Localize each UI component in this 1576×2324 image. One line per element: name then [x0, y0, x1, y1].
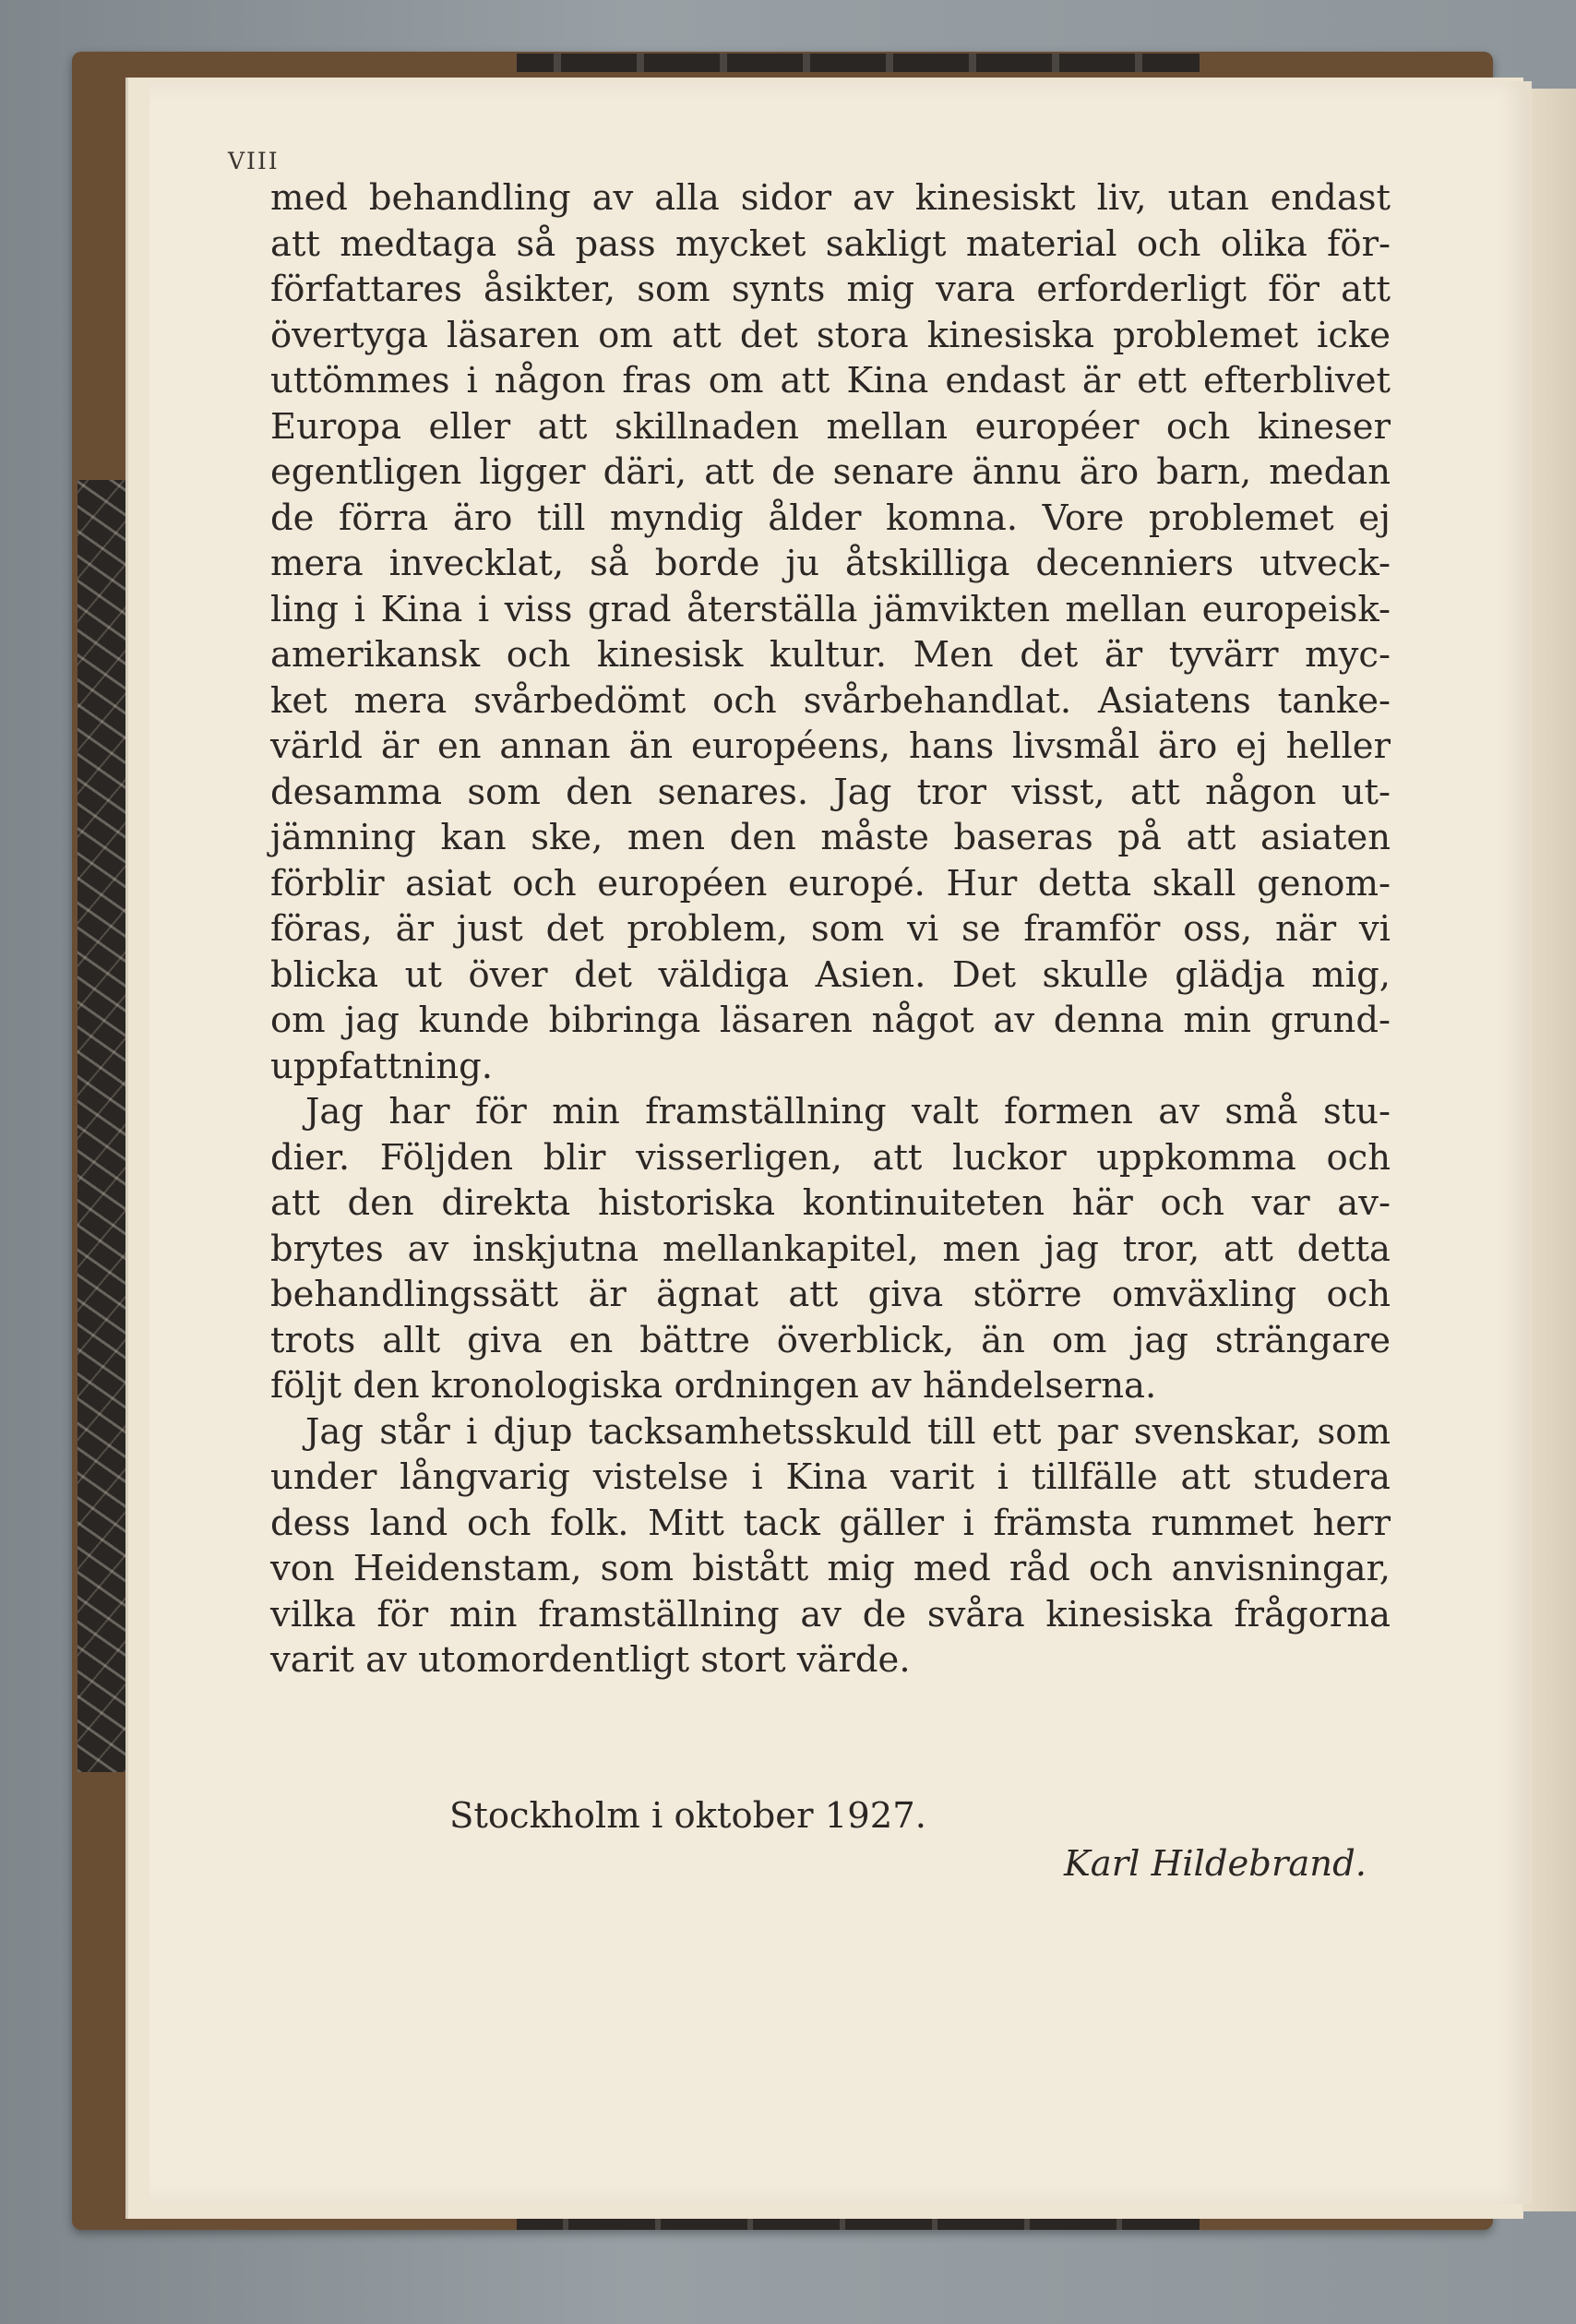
paragraph-3 [270, 1409, 1391, 1683]
text-line: uppfattning. [270, 1045, 494, 1087]
text-line: varit av utomordentligt stort värde. [270, 1639, 911, 1681]
text-line: vilka för min framställning av de svåra kinesiska frågorna [270, 1593, 1391, 1635]
text-line: uttömmes i någon fras om att Kina endast är ett efterblivet [270, 360, 1391, 401]
text-line: egentligen ligger däri, att de senare ännu äro barn, medan [270, 451, 1391, 493]
text-line: trots allt giva en bättre överblick, än om jag strängare [270, 1319, 1391, 1361]
text-line: jämning kan ske, men den måste baseras på att asiaten [270, 817, 1391, 858]
text-line: dier. Följden blir visserligen, att luckor uppkomma och [270, 1136, 1391, 1179]
top-binding-band [517, 54, 1200, 72]
marbled-spine [78, 480, 125, 1772]
text-line: brytes av inskjutna mellankapitel, men jag tror, att detta [270, 1228, 1391, 1270]
signature: Karl Hildebrand. [1064, 1843, 1367, 1885]
text-line: Europa eller att skillnaden mellan européer och kineser [270, 405, 1391, 448]
date-line: Stockholm i oktober 1927. [449, 1795, 926, 1837]
text-line: under långvarig vistelse i Kina varit i tillfälle att studera [270, 1456, 1391, 1498]
text-line: att den direkta historiska kontinuiteten här och var av- [270, 1182, 1391, 1224]
text-line: von Heidenstam, som bistått mig med råd och anvisningar, [270, 1548, 1391, 1589]
text-line: förblir asiat och européen europé. Hur detta skall genom- [270, 862, 1391, 904]
text-line: om jag kunde bibringa läsaren något av denna min grund- [270, 1000, 1391, 1041]
text-line: blicka ut över det väldiga Asien. Det skulle glädja mig, [270, 953, 1391, 996]
paragraph-1 [270, 175, 1391, 1089]
page-number: VIII [228, 148, 280, 174]
text-line: mera invecklat, så borde ju åtskilliga decenniers utveck- [270, 543, 1391, 584]
text-line: behandlingssätt är ägnat att giva större omväxling och [270, 1274, 1391, 1315]
text-line: amerikansk och kinesisk kultur. Men det är tyvärr myc- [270, 634, 1391, 676]
text-line: ling i Kina i viss grad återställa jämvikten mellan europeisk- [270, 588, 1391, 630]
text-line: desamma som den senares. Jag tror visst, att någon ut- [270, 771, 1391, 813]
text-line: Jag står i djup tacksamhetsskuld till ett par svenskar, som [305, 1410, 1391, 1453]
text-line: ket mera svårbedömt och svårbehandlat. Asiatens tanke- [270, 679, 1391, 722]
text-line: värld är en annan än européens, hans livsmål äro ej heller [270, 725, 1391, 767]
text-line: att medtaga så pass mycket sakligt material och olika för- [270, 222, 1391, 265]
text-line: författares åsikter, som synts mig vara erforderligt för att [270, 269, 1391, 310]
text-line: föras, är just det problem, som vi se framför oss, när vi [270, 908, 1391, 950]
body-text [270, 175, 1391, 1683]
text-line: Jag har för min framställning valt formen av små stu- [305, 1091, 1391, 1132]
paragraph-2 [270, 1089, 1391, 1409]
text-line: de förra äro till myndig ålder komna. Vore problemet ej [270, 497, 1391, 539]
text-line: med behandling av alla sidor av kinesiskt liv, utan endast [270, 177, 1391, 219]
text-line: följt den kronologiska ordningen av händelserna. [270, 1365, 1157, 1407]
text-line: dess land och folk. Mitt tack gäller i främsta rummet herr [270, 1502, 1391, 1544]
text-line: övertyga läsaren om att det stora kinesiska problemet icke [270, 314, 1391, 356]
